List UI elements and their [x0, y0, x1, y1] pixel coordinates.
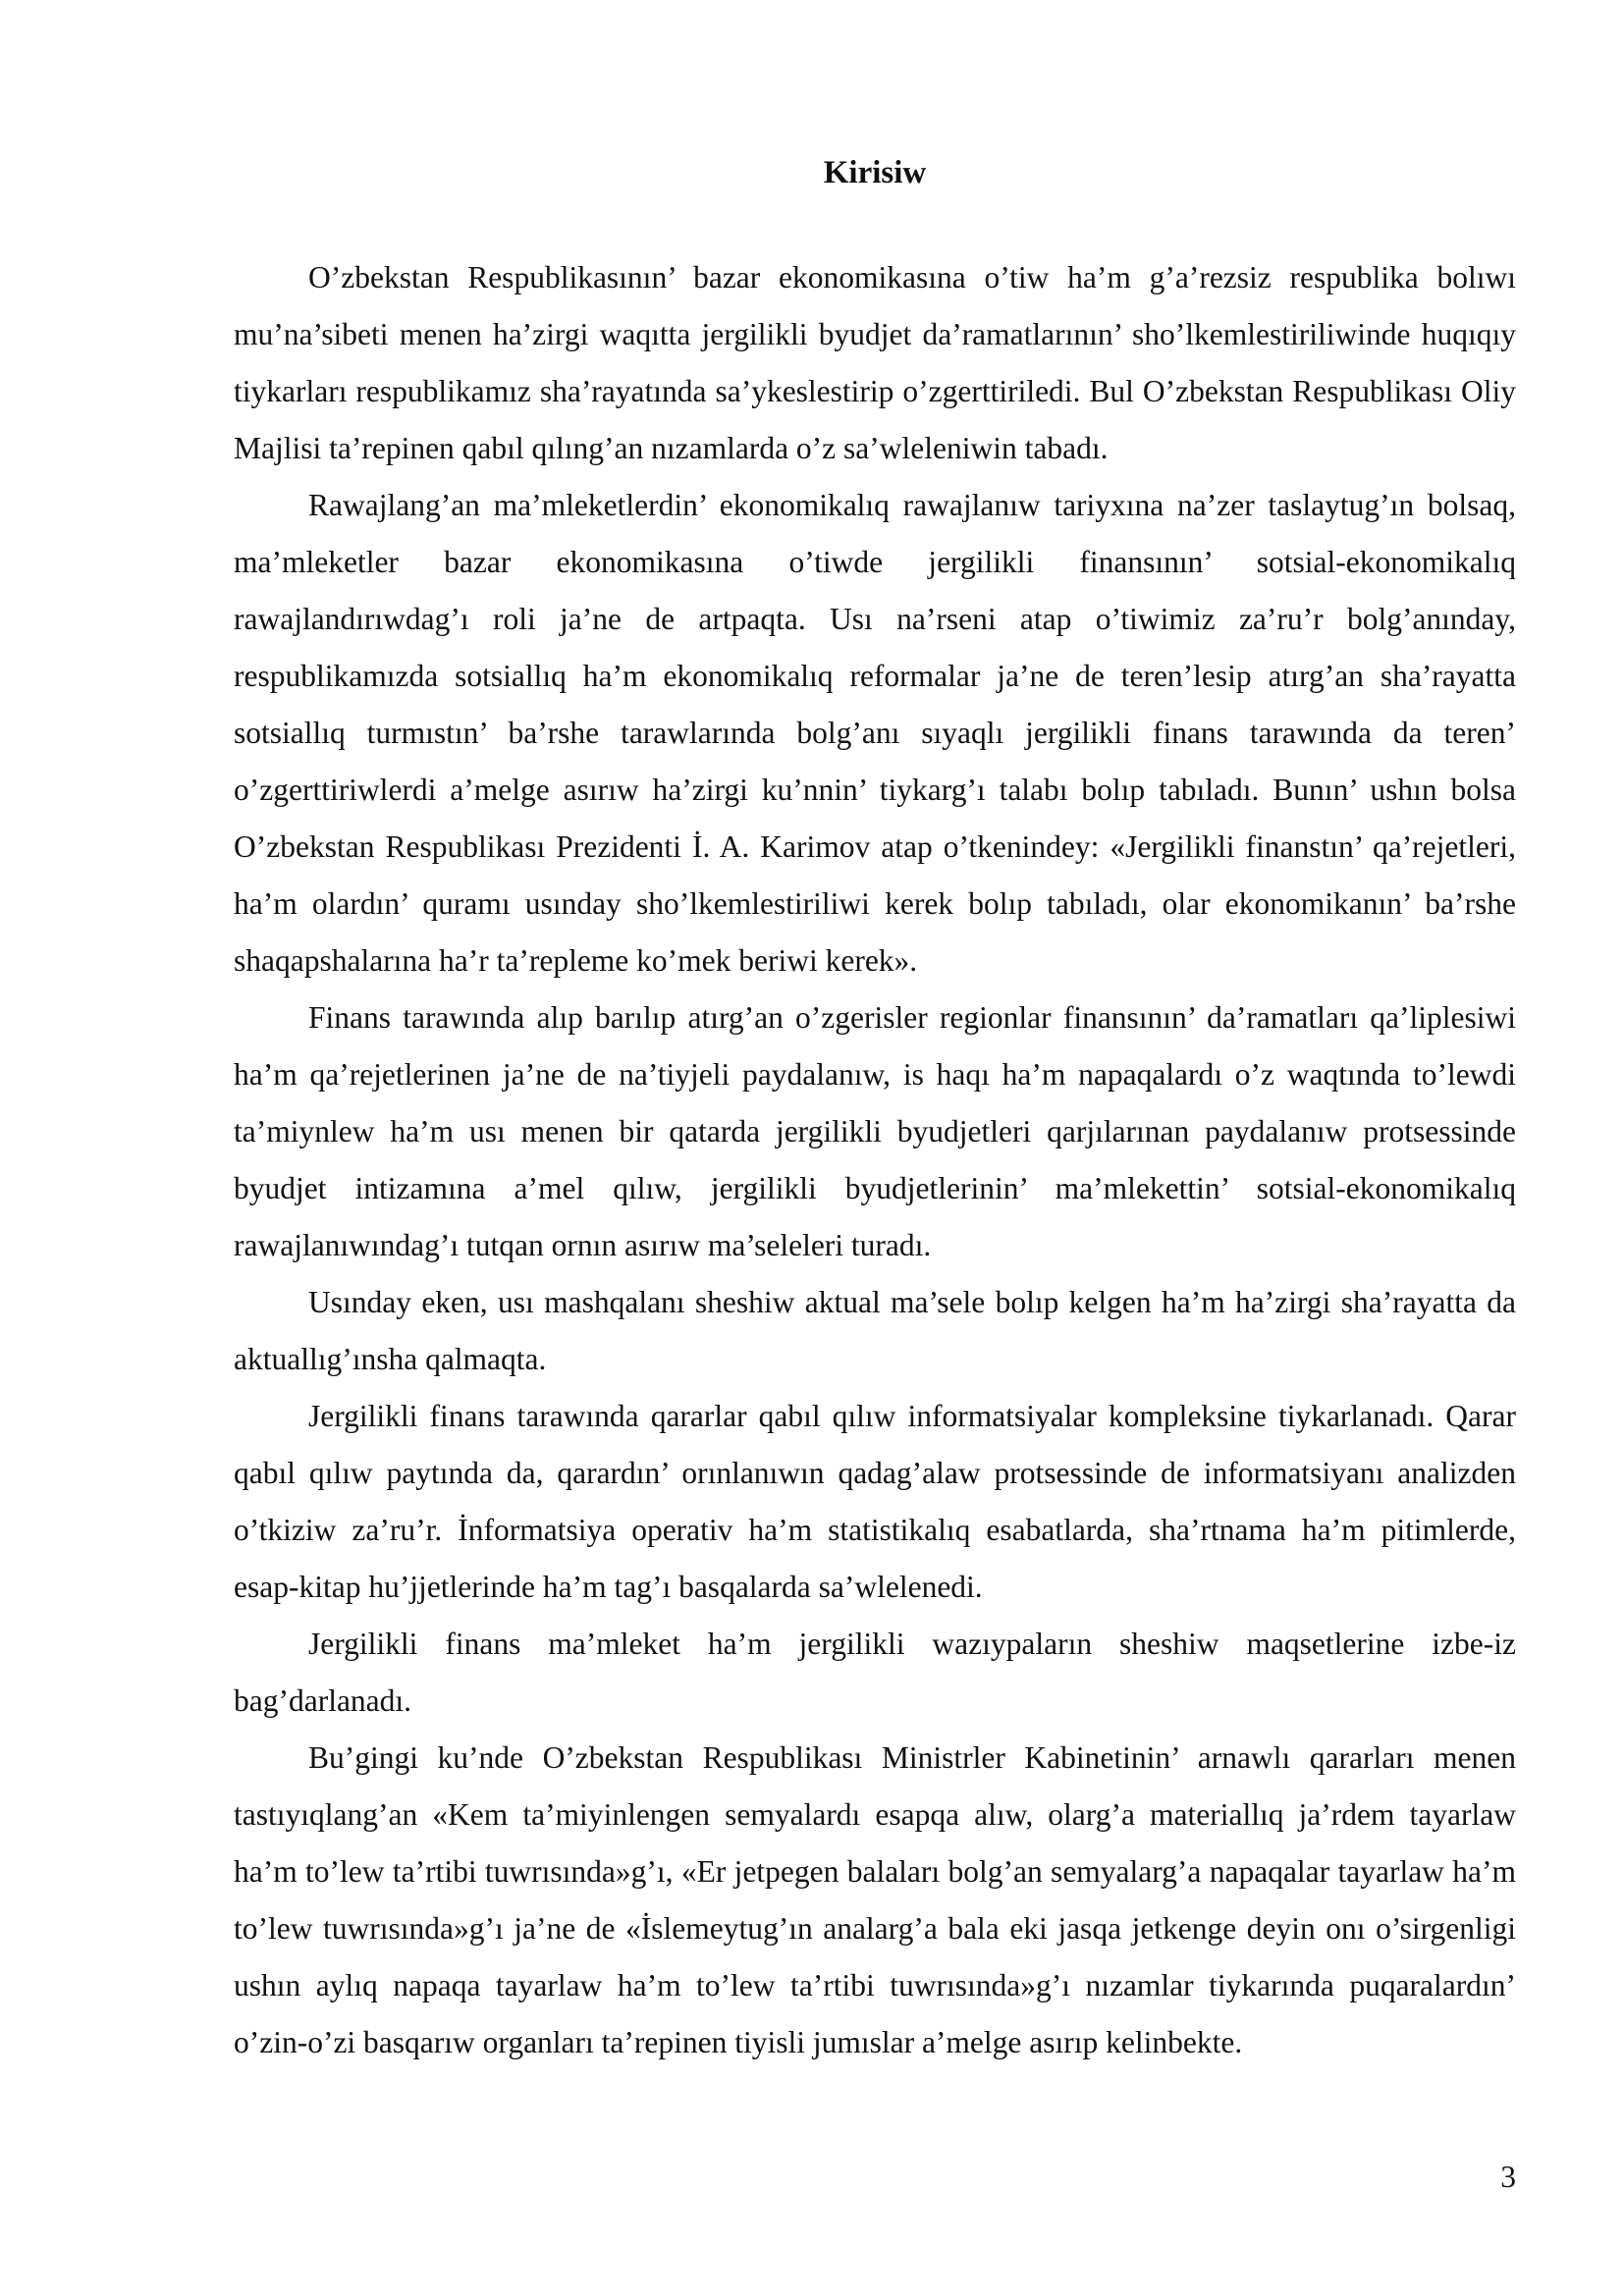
paragraph-6: Jergilikli finans ma’mleket ha’m jergilikli wazıypaların sheshiw maqsetlerine izbe-iz bag’darlanadı.	[234, 1627, 1516, 1718]
paragraph-3: Finans tarawında alıp barılıp atırg’an o’zgerisler regionlar finansının’ da’ramatları qa’liplesiwi ha’m qa’rejetlerinen ja’ne de na’tiyjeli paydalanıw, is haqı ha’m napaqalardı o’z waqtında to’lewdi ta’miynlew ha’m usı menen bir qatarda jergilikli byudjetleri qarjılarınan paydalanıw protsessinde byudjet intizamına a’mel qılıw, jergilikli byudjetlerinin’ ma’mlekettin’ sotsial-ekonomikalıq rawajlanıwındag’ı tutqan ornın asırıw ma’seleleri turadı.	[234, 1000, 1516, 1262]
page-number: 3	[1500, 2160, 1516, 2194]
document-title: Kirisiw	[823, 155, 927, 190]
page-content	[234, 143, 1516, 2071]
paragraph-2: Rawajlang’an ma’mleketlerdin’ ekonomikalıq rawajlanıw tariyxına na’zer taslaytug’ın bolsaq, ma’mleketler bazar ekonomikasına o’tiwde jergilikli finansının’ sotsial-ekonomikalıq rawajlandırıwdag’ı roli ja’ne de artpaqta. Usı na’rseni atap o’tiwimiz za’ru’r bolg’anınday, respublikamızda sotsiallıq ha’m ekonomikalıq reformalar ja’ne de teren’lesip atırg’an sha’rayatta sotsiallıq turmıstın’ ba’rshe tarawlarında bolg’anı sıyaqlı jergilikli finans tarawında da teren’ o’zgerttiriwlerdi a’melge asırıw ha’zirgi ku’nnin’ tiykarg’ı talabı bolıp tabıladı. Bunın’ ushın bolsa O’zbekstan Respublikası Prezidenti İ. A. Karimov atap o’tkenindey: «Jergilikli finanstın’ qa’rejetleri, ha’m olardın’ quramı usınday sho’lkemlestiriliwi kerek bolıp tabıladı, olar ekonomikanın’ ba’rshe shaqapshalarına ha’r ta’repleme ko’mek beriwi kerek».	[234, 488, 1516, 978]
paragraph-7: Bu’gingi ku’nde O’zbekstan Respublikası Ministrler Kabinetinin’ arnawlı qararları menen tastıyıqlang’an «Kem ta’miyinlengen semyalardı esapqa alıw, olarg’a materiallıq ja’rdem tayarlaw ha’m to’lew ta’rtibi tuwrısında»g’ı, «Er jetpegen balaları bolg’an semyalarg’a napaqalar tayarlaw ha’m to’lew tuwrısında»g’ı ja’ne de «İslemeytug’ın analarg’a bala eki jasqa jetkenge deyin onı o’sirgenligi ushın aylıq napaqa tayarlaw ha’m to’lew ta’rtibi tuwrısında»g’ı nızamlar tiykarında puqaralardın’ o’zin-o’zi basqarıw organları ta’repinen tiyisli jumıslar a’melge asırıp kelinbekte.	[234, 1740, 1516, 2059]
paragraph-1: O’zbekstan Respublikasının’ bazar ekonomikasına o’tiw ha’m g’a’rezsiz respublika bolıwı mu’na’sibeti menen ha’zirgi waqıtta jergilikli byudjet da’ramatlarının’ sho’lkemlestiriliwinde huqıqıy tiykarları respublikamız sha’rayatında sa’ykeslestirip o’zgerttiriledi. Bul O’zbekstan Respublikası Oliy Majlisi ta’repinen qabıl qılıng’an nızamlarda o’z sa’wleleniwin tabadı.	[234, 260, 1516, 465]
paragraph-4: Usınday eken, usı mashqalanı sheshiw aktual ma’sele bolıp kelgen ha’m ha’zirgi sha’rayatta da aktuallıg’ınsha qalmaqta.	[234, 1285, 1516, 1376]
paragraph-5: Jergilikli finans tarawında qararlar qabıl qılıw informatsiyalar kompleksine tiykarlanadı. Qarar qabıl qılıw paytında da, qarardın’ orınlanıwın qadag’alaw protsessinde de informatsiyanı analizden o’tkiziw za’ru’r. İnformatsiya operativ ha’m statistikalıq esabatlarda, sha’rtnama ha’m pitimlerde, esap-kitap hu’jjetlerinde ha’m tag’ı basqalarda sa’wlelenedi.	[234, 1399, 1516, 1604]
